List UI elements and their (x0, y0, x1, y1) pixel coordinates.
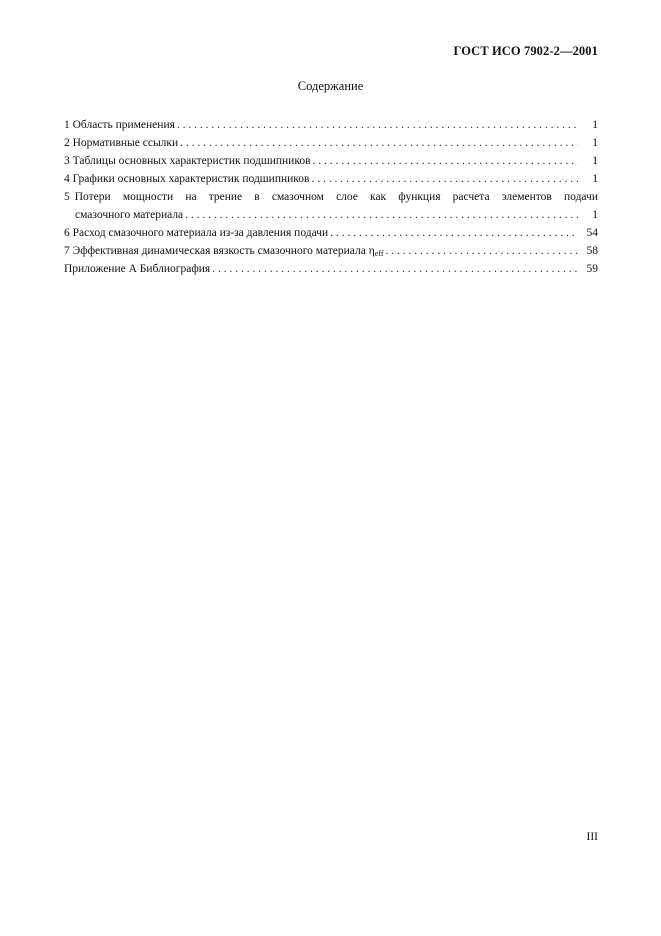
toc-leader-dots (330, 224, 578, 242)
toc-entry-label-text: Эффективная динамическая вязкость смазочного материала η (72, 245, 375, 257)
toc-entry-second-line (64, 206, 598, 224)
toc-entry-2[interactable] (64, 134, 598, 152)
toc-leader-dots (185, 206, 578, 224)
toc-entry-6[interactable] (64, 224, 598, 242)
toc-entry-number: 3 (64, 155, 70, 167)
document-code-header: ГОСТ ИСО 7902-2—2001 (453, 44, 598, 58)
toc-leader-dots (311, 170, 578, 188)
toc-title: Содержание (297, 79, 364, 93)
toc-entry-appendix-a[interactable] (64, 260, 598, 278)
page-number-roman: III (586, 831, 598, 843)
toc-entry-4[interactable] (64, 170, 598, 188)
toc-leader-dots (313, 152, 578, 170)
toc-entry-number: 4 (64, 173, 70, 185)
toc-entry-label-line2: смазочного материала (75, 209, 184, 221)
toc-entry-label: Приложение А Библиография (64, 263, 211, 275)
toc-entry-number: 7 (64, 245, 70, 257)
toc-entry-page: 1 (592, 209, 598, 221)
toc-entry-label: Расход смазочного материала из-за давления подачи (72, 227, 329, 239)
toc-entry-label: Графики основных характеристик подшипников (72, 173, 310, 185)
toc-entry-number: 5 (64, 191, 70, 203)
toc-entry-label-line1: Потери мощности на трение в смазочном слое как функция расчета элементов подачи (74, 191, 598, 203)
toc-leader-dots (177, 116, 578, 134)
table-of-contents (64, 116, 598, 278)
toc-entry-page: 1 (592, 137, 598, 149)
toc-leader-dots (212, 260, 578, 278)
toc-entry-number: 2 (64, 137, 70, 149)
toc-entry-number: 1 (64, 119, 70, 131)
toc-entry-first-line (64, 188, 598, 206)
toc-entry-number: 6 (64, 227, 70, 239)
toc-entry-label: Область применения (72, 119, 175, 131)
toc-entry-7[interactable] (64, 242, 598, 260)
toc-entry-3[interactable] (64, 152, 598, 170)
toc-entry-page: 58 (586, 245, 598, 257)
toc-leader-dots (180, 134, 578, 152)
toc-leader-dots (385, 242, 578, 260)
toc-entry-page: 1 (592, 155, 598, 167)
toc-entry-label-subscript: eff (374, 249, 384, 258)
toc-entry-page: 59 (586, 263, 598, 275)
toc-entry-label: Таблицы основных характеристик подшипников (72, 155, 311, 167)
toc-entry-5[interactable] (64, 188, 598, 224)
toc-entry-1[interactable] (64, 116, 598, 134)
toc-entry-label: Нормативные ссылки (72, 137, 179, 149)
toc-entry-page: 1 (592, 173, 598, 185)
toc-entry-page: 1 (592, 119, 598, 131)
toc-entry-page: 54 (586, 227, 598, 239)
